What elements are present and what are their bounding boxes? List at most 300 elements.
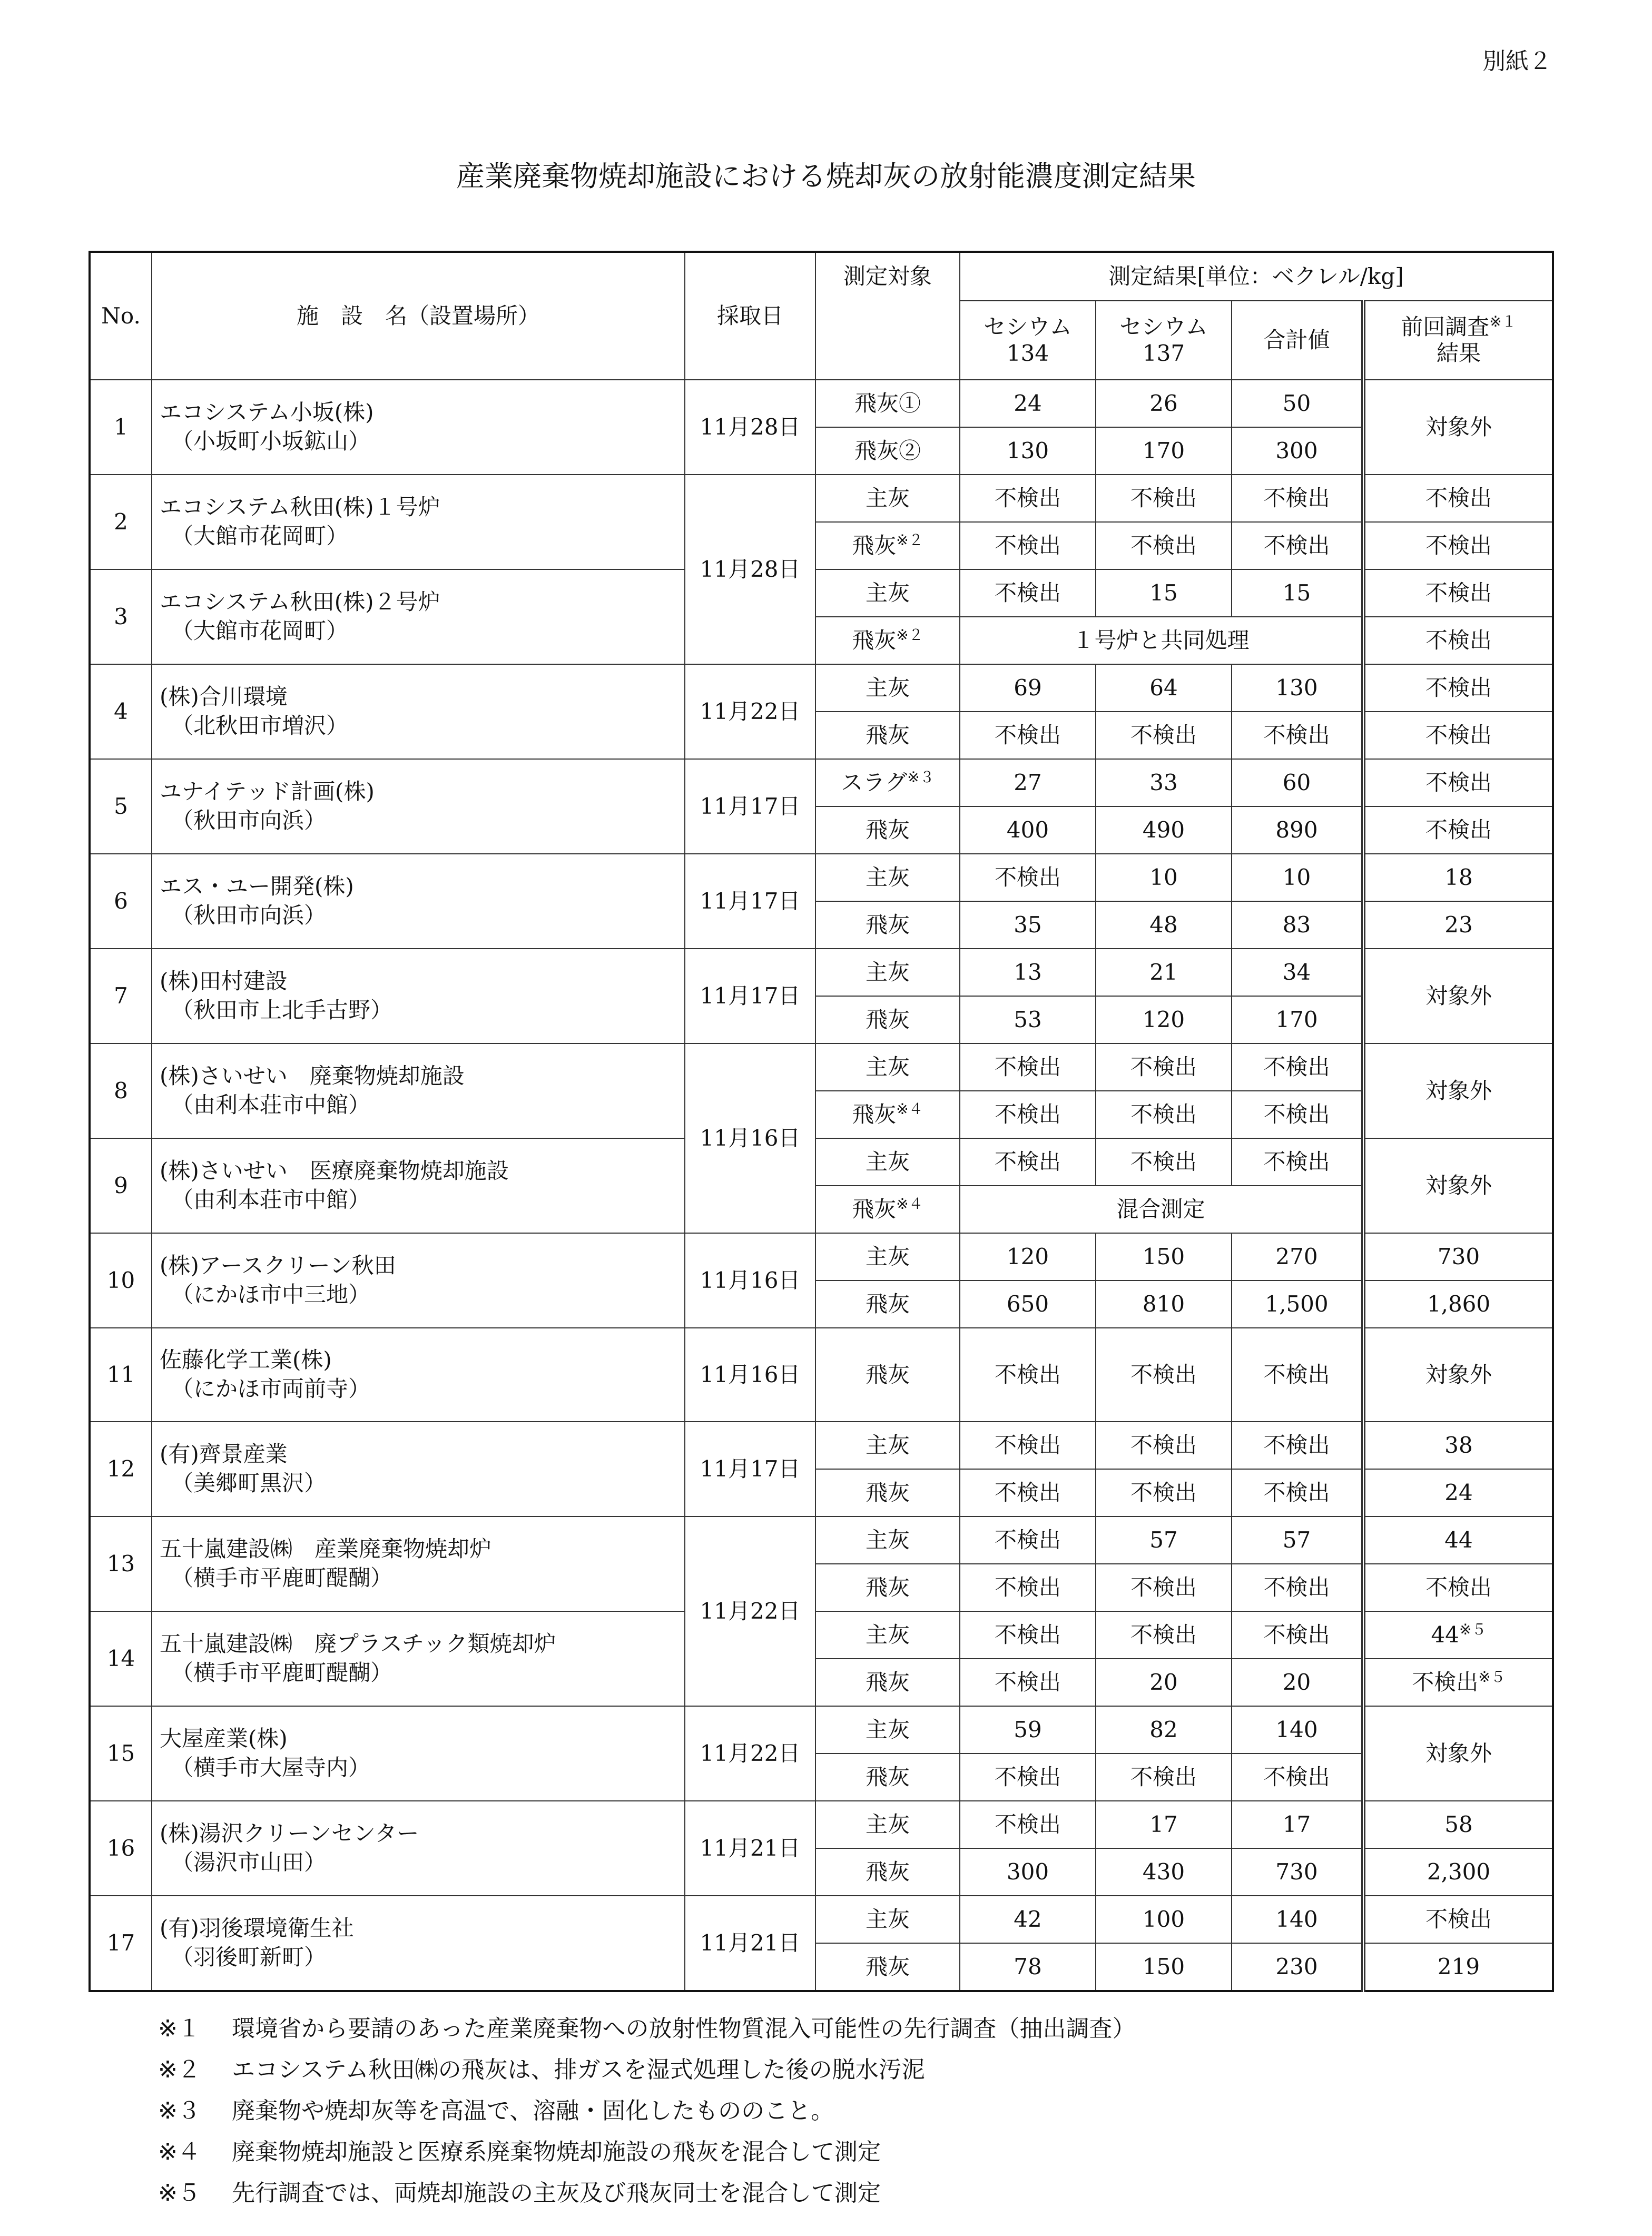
target-label: 主灰: [865, 1148, 910, 1175]
table-row: [90, 1706, 1553, 1754]
row-number: 8: [90, 1043, 152, 1138]
facility-name: エコシステム秋田(株)２号炉: [160, 589, 440, 615]
cs134-value: 不検出: [960, 854, 1096, 901]
cs137-value: 不検出: [1096, 1611, 1232, 1659]
cs134-value: 不検出: [960, 475, 1096, 522]
target-cell: [815, 1706, 960, 1754]
table-row: [90, 1138, 1553, 1186]
footnote: [158, 2174, 1136, 2215]
header-target: 測定対象: [815, 252, 960, 380]
target-label: 飛灰: [865, 1574, 910, 1600]
target-label: スラグ: [841, 769, 908, 795]
prev-result: [1363, 854, 1553, 901]
prev-result: [1363, 569, 1553, 617]
facility-cell: [152, 1801, 685, 1896]
sampling-date: 11月17日: [685, 949, 815, 1043]
cs134-value: 不検出: [960, 1516, 1096, 1564]
total-value: 20: [1232, 1659, 1363, 1706]
target-cell: [815, 712, 960, 759]
prev-value: 44: [1431, 1621, 1459, 1648]
facility-name: 五十嵐建設㈱ 産業廃棄物焼却炉: [160, 1536, 492, 1562]
cs137-value: 不検出: [1096, 1138, 1232, 1186]
target-cell: [815, 1186, 960, 1233]
prev-result: [1363, 1943, 1553, 1991]
prev-value: 不検出: [1425, 485, 1492, 511]
facility-location: （由利本荘市中館）: [171, 1092, 371, 1118]
target-label: 主灰: [865, 674, 910, 701]
sampling-date: 11月16日: [685, 1233, 815, 1328]
footnote-label: ※４: [158, 2139, 201, 2165]
total-value: 57: [1232, 1516, 1363, 1564]
table-row: [90, 1233, 1553, 1280]
target-label: 主灰: [865, 485, 910, 511]
merged-result: １号炉と共同処理: [960, 617, 1363, 664]
header-result-group: 測定結果[単位：ベクレル/kg]: [960, 252, 1553, 301]
target-label: 飛灰: [865, 1953, 910, 1979]
total-value: 15: [1232, 569, 1363, 617]
total-value: 不検出: [1232, 1422, 1363, 1469]
table-row: [90, 1896, 1553, 1943]
sampling-date: 11月16日: [685, 1328, 815, 1422]
facility-location: （秋田市向浜）: [171, 807, 327, 833]
table-row: [90, 1611, 1553, 1659]
cs137-value: 不検出: [1096, 475, 1232, 522]
prev-result: [1363, 712, 1553, 759]
cs134-value: 不検出: [960, 1091, 1096, 1138]
facility-cell: [152, 1706, 685, 1801]
header-cs137: セシウム 137: [1096, 301, 1232, 380]
prev-result: [1363, 664, 1553, 712]
target-label: 主灰: [865, 959, 910, 985]
facility-name: (有)羽後環境衛生社: [160, 1915, 354, 1942]
prev-result: [1363, 1564, 1553, 1611]
facility-name: (株)合川環境: [160, 684, 288, 710]
footnote: [158, 2133, 1136, 2174]
cs137-value: 不検出: [1096, 1754, 1232, 1801]
sampling-date: 11月21日: [685, 1801, 815, 1896]
target-label: 主灰: [865, 1053, 910, 1080]
row-number: 3: [90, 569, 152, 664]
cs134-value: 不検出: [960, 1754, 1096, 1801]
cs137-value: 不検出: [1096, 1043, 1232, 1091]
facility-location: （北秋田市増沢）: [171, 713, 349, 738]
cs137-value: 15: [1096, 569, 1232, 617]
target-label: 飛灰: [865, 1858, 910, 1885]
total-value: 1,500: [1232, 1280, 1363, 1328]
prev-value: 23: [1444, 911, 1473, 938]
cs134-value: 不検出: [960, 1801, 1096, 1848]
facility-location: （横手市大屋寺内）: [171, 1755, 371, 1780]
table-row: [90, 380, 1553, 427]
total-value: 270: [1232, 1233, 1363, 1280]
total-value: 17: [1232, 1801, 1363, 1848]
table-row: [90, 1043, 1553, 1091]
footnote: [158, 2092, 1136, 2133]
prev-result: 対象外: [1363, 949, 1553, 1043]
total-value: 不検出: [1232, 1564, 1363, 1611]
cs134-value: 不検出: [960, 1328, 1096, 1422]
target-cell: [815, 1043, 960, 1091]
row-number: 2: [90, 475, 152, 569]
target-label: 飛灰: [852, 627, 897, 653]
target-cell: [815, 569, 960, 617]
row-number: 14: [90, 1611, 152, 1706]
prev-result: [1363, 617, 1553, 664]
note-mark: ※２: [896, 626, 923, 644]
prev-result: [1363, 1848, 1553, 1896]
prev-result: [1363, 1516, 1553, 1564]
target-cell: [815, 1943, 960, 1991]
facility-cell: [152, 1043, 685, 1138]
cs134-value: 53: [960, 996, 1096, 1043]
facility-cell: [152, 1896, 685, 1991]
table-row: [90, 1516, 1553, 1564]
target-label: 主灰: [865, 1906, 910, 1932]
cs134-value: 不検出: [960, 569, 1096, 617]
cs137-value: 17: [1096, 1801, 1232, 1848]
prev-result: [1363, 522, 1553, 569]
facility-location: （秋田市向浜）: [171, 902, 327, 928]
cs134-value: 不検出: [960, 1138, 1096, 1186]
target-label: 主灰: [865, 1621, 910, 1648]
facility-location: （大館市花岡町）: [171, 618, 349, 644]
facility-location: （由利本荘市中館）: [171, 1187, 371, 1213]
total-value: 不検出: [1232, 522, 1363, 569]
prev-value: 不検出: [1425, 674, 1492, 701]
table-row: [90, 664, 1553, 712]
row-number: 15: [90, 1706, 152, 1801]
footnote-text: エコシステム秋田㈱の飛灰は、排ガスを湿式処理した後の脱水汚泥: [232, 2056, 925, 2083]
target-label: 主灰: [865, 579, 910, 606]
prev-result: 対象外: [1363, 380, 1553, 475]
cs134-value: 59: [960, 1706, 1096, 1754]
footnote-label: ※２: [158, 2056, 201, 2083]
prev-value: 24: [1444, 1479, 1473, 1505]
facility-location: （美郷町黒沢）: [171, 1470, 327, 1496]
sampling-date: 11月17日: [685, 759, 815, 854]
facility-name: ユナイテッド計画(株): [160, 779, 375, 805]
prev-value: 不検出: [1425, 769, 1492, 795]
sampling-date: 11月28日: [685, 380, 815, 475]
total-value: 不検出: [1232, 1138, 1363, 1186]
results-table: [88, 251, 1554, 1992]
target-label: 飛灰: [865, 1006, 910, 1032]
cs137-value: 10: [1096, 854, 1232, 901]
facility-location: （横手市平鹿町醍醐）: [171, 1660, 393, 1686]
facility-location: （秋田市上北手古野）: [171, 997, 393, 1023]
cs134-value: 不検出: [960, 1469, 1096, 1516]
prev-result: [1363, 475, 1553, 522]
total-value: 230: [1232, 1943, 1363, 1991]
note-mark: ※５: [1459, 1620, 1487, 1638]
prev-value: 2,300: [1427, 1858, 1491, 1885]
row-number: 12: [90, 1422, 152, 1516]
facility-cell: [152, 1516, 685, 1611]
table-row: [90, 759, 1553, 806]
facility-name: 五十嵐建設㈱ 廃プラスチック類焼却炉: [160, 1631, 556, 1657]
prev-value: 44: [1444, 1526, 1473, 1553]
total-value: 170: [1232, 996, 1363, 1043]
sampling-date: 11月22日: [685, 664, 815, 759]
row-number: 6: [90, 854, 152, 949]
target-cell: [815, 1564, 960, 1611]
prev-value: 不検出: [1425, 627, 1492, 653]
target-cell: [815, 996, 960, 1043]
target-label: 主灰: [865, 1716, 910, 1742]
header-cs134: セシウム 134: [960, 301, 1096, 380]
prev-result: [1363, 1233, 1553, 1280]
target-cell: [815, 806, 960, 854]
cs137-value: 21: [1096, 949, 1232, 996]
target-label: 飛灰: [852, 1101, 897, 1127]
note-mark: ※５: [1478, 1668, 1506, 1686]
table-row: [90, 1422, 1553, 1469]
total-value: 不検出: [1232, 1754, 1363, 1801]
note-mark: ※２: [896, 531, 923, 549]
cs134-value: 650: [960, 1280, 1096, 1328]
facility-name: (株)アースクリーン秋田: [160, 1253, 396, 1279]
prev-value: 不検出: [1412, 1669, 1479, 1695]
cs137-value: 不検出: [1096, 712, 1232, 759]
footnote-label: ※３: [158, 2097, 201, 2124]
facility-name: 大屋産業(株): [160, 1726, 288, 1752]
cs137-value: 48: [1096, 901, 1232, 949]
footnotes: [158, 2010, 1136, 2215]
target-cell: [815, 1896, 960, 1943]
prev-result: 対象外: [1363, 1043, 1553, 1138]
target-cell: [815, 1328, 960, 1422]
cs134-value: 400: [960, 806, 1096, 854]
cs134-value: 42: [960, 1896, 1096, 1943]
cs137-value: 490: [1096, 806, 1232, 854]
row-number: 1: [90, 380, 152, 475]
target-label: 飛灰: [865, 911, 910, 938]
cs137-value: 430: [1096, 1848, 1232, 1896]
footnote-text: 環境省から要請のあった産業廃棄物への放射性物質混入可能性の先行調査（抽出調査）: [232, 2015, 1136, 2042]
cs137-value: 120: [1096, 996, 1232, 1043]
target-label: 飛灰②: [854, 437, 921, 464]
target-cell: [815, 854, 960, 901]
sampling-date: 11月17日: [685, 854, 815, 949]
prev-result: [1363, 901, 1553, 949]
facility-cell: [152, 475, 685, 569]
cs134-value: 78: [960, 1943, 1096, 1991]
row-number: 9: [90, 1138, 152, 1233]
cs137-value: 不検出: [1096, 1564, 1232, 1611]
cs134-value: 不検出: [960, 1564, 1096, 1611]
row-number: 11: [90, 1328, 152, 1422]
target-cell: [815, 1422, 960, 1469]
table-row: [90, 1328, 1553, 1422]
target-label: 飛灰: [865, 1479, 910, 1505]
facility-name: エコシステム秋田(株)１号炉: [160, 494, 440, 520]
total-value: 不検出: [1232, 712, 1363, 759]
cs134-value: 35: [960, 901, 1096, 949]
cs134-value: 27: [960, 759, 1096, 806]
row-number: 17: [90, 1896, 152, 1991]
total-value: 50: [1232, 380, 1363, 427]
prev-result: [1363, 1469, 1553, 1516]
footnote-text: 先行調査では、両焼却施設の主灰及び飛灰同士を混合して測定: [232, 2180, 881, 2207]
prev-value: 1,860: [1427, 1291, 1491, 1317]
cs137-value: 82: [1096, 1706, 1232, 1754]
total-value: 730: [1232, 1848, 1363, 1896]
facility-cell: [152, 569, 685, 664]
sampling-date: 11月17日: [685, 1422, 815, 1516]
prev-value: 18: [1444, 864, 1473, 890]
footnote-label: ※１: [158, 2015, 201, 2042]
facility-location: （羽後町新町）: [171, 1944, 327, 1970]
target-cell: [815, 1659, 960, 1706]
prev-value: 不検出: [1425, 579, 1492, 606]
prev-value: 730: [1437, 1243, 1480, 1269]
cs134-value: 300: [960, 1848, 1096, 1896]
facility-location: （大館市花岡町）: [171, 523, 349, 549]
facility-cell: [152, 759, 685, 854]
prev-value: 38: [1444, 1432, 1473, 1458]
total-value: 890: [1232, 806, 1363, 854]
facility-name: (株)湯沢クリーンセンター: [160, 1820, 419, 1847]
facility-name: (株)田村建設: [160, 968, 288, 994]
cs137-value: 不検出: [1096, 1091, 1232, 1138]
header-prev: 前回調査$^{※1}$ 結果: [1363, 301, 1553, 380]
target-label: 飛灰: [865, 1669, 910, 1695]
page-title: 産業廃棄物焼却施設における焼却灰の放射能濃度測定結果: [456, 160, 1196, 193]
cs134-value: 不検出: [960, 522, 1096, 569]
cs137-value: 不検出: [1096, 1469, 1232, 1516]
facility-location: （横手市平鹿町醍醐）: [171, 1565, 393, 1591]
total-value: 不検出: [1232, 475, 1363, 522]
facility-cell: [152, 1422, 685, 1516]
total-value: 300: [1232, 427, 1363, 475]
table-row: [90, 569, 1553, 617]
target-cell: [815, 1091, 960, 1138]
facility-name: エコシステム小坂(株): [160, 399, 374, 426]
cs134-value: 13: [960, 949, 1096, 996]
cs137-value: 26: [1096, 380, 1232, 427]
total-value: 不検出: [1232, 1328, 1363, 1422]
sampling-date: 11月21日: [685, 1896, 815, 1991]
target-cell: [815, 901, 960, 949]
prev-value: 58: [1444, 1811, 1473, 1837]
target-label: 主灰: [865, 1811, 910, 1837]
sampling-date: 11月22日: [685, 1706, 815, 1801]
target-label: 主灰: [865, 1526, 910, 1553]
target-label: 飛灰: [852, 532, 897, 558]
target-cell: [815, 427, 960, 475]
cs137-value: 不検出: [1096, 1328, 1232, 1422]
facility-cell: [152, 380, 685, 475]
cs134-value: 130: [960, 427, 1096, 475]
prev-value: 不検出: [1425, 1906, 1492, 1932]
facility-cell: [152, 1611, 685, 1706]
target-label: 飛灰: [865, 1764, 910, 1790]
target-label: 飛灰①: [854, 390, 921, 416]
target-cell: [815, 1233, 960, 1280]
cs137-value: 100: [1096, 1896, 1232, 1943]
target-cell: [815, 380, 960, 427]
prev-value: 不検出: [1425, 816, 1492, 843]
target-label: 飛灰: [852, 1196, 897, 1222]
target-cell: [815, 522, 960, 569]
facility-cell: [152, 949, 685, 1043]
facility-name: (株)さいせい 廃棄物焼却施設: [160, 1063, 465, 1089]
prev-result: [1363, 806, 1553, 854]
target-label: 飛灰: [865, 1361, 910, 1387]
cs137-value: 170: [1096, 427, 1232, 475]
annex-label: 別紙２: [1482, 48, 1552, 75]
footnote-label: ※５: [158, 2180, 201, 2207]
total-value: 不検出: [1232, 1611, 1363, 1659]
facility-name: エス・ユー開発(株): [160, 873, 354, 900]
total-value: 不検出: [1232, 1043, 1363, 1091]
row-number: 7: [90, 949, 152, 1043]
row-number: 13: [90, 1516, 152, 1611]
prev-value: 不検出: [1425, 722, 1492, 748]
cs137-value: 150: [1096, 1943, 1232, 1991]
row-number: 4: [90, 664, 152, 759]
target-label: 飛灰: [865, 1291, 910, 1317]
table-row: [90, 949, 1553, 996]
sampling-date: 11月28日: [685, 475, 815, 664]
header-no: No.: [90, 252, 152, 380]
target-cell: [815, 475, 960, 522]
target-cell: [815, 1848, 960, 1896]
footnote: [158, 2051, 1136, 2092]
target-label: 主灰: [865, 1243, 910, 1269]
target-cell: [815, 1611, 960, 1659]
total-value: 60: [1232, 759, 1363, 806]
cs134-value: 不検出: [960, 1659, 1096, 1706]
prev-result: [1363, 1422, 1553, 1469]
cs134-value: 不検出: [960, 712, 1096, 759]
note-mark: ※４: [896, 1100, 923, 1118]
facility-name: 佐藤化学工業(株): [160, 1347, 332, 1373]
cs134-value: 不検出: [960, 1043, 1096, 1091]
cs137-value: 不検出: [1096, 522, 1232, 569]
total-value: 130: [1232, 664, 1363, 712]
table-row: [90, 854, 1553, 901]
row-number: 10: [90, 1233, 152, 1328]
target-label: 飛灰: [865, 722, 910, 748]
cs137-value: 64: [1096, 664, 1232, 712]
footnote-text: 廃棄物焼却施設と医療系廃棄物焼却施設の飛灰を混合して測定: [232, 2139, 881, 2165]
prev-result: 対象外: [1363, 1706, 1553, 1801]
cs134-value: 不検出: [960, 1611, 1096, 1659]
cs134-value: 不検出: [960, 1422, 1096, 1469]
target-cell: [815, 1138, 960, 1186]
sampling-date: 11月16日: [685, 1043, 815, 1233]
footnote-text: 廃棄物や焼却灰等を高温で、溶融・固化したもののこと。: [232, 2097, 834, 2124]
target-cell: [815, 1516, 960, 1564]
facility-name: (株)さいせい 医療廃棄物焼却施設: [160, 1158, 509, 1184]
header-date: 採取日: [685, 252, 815, 380]
prev-result: [1363, 1280, 1553, 1328]
facility-cell: [152, 1233, 685, 1328]
target-cell: [815, 617, 960, 664]
footnote: [158, 2010, 1136, 2051]
cs137-value: 150: [1096, 1233, 1232, 1280]
cs134-value: 69: [960, 664, 1096, 712]
table-row: [90, 1801, 1553, 1848]
note-mark: ※３: [907, 768, 935, 786]
prev-result: [1363, 759, 1553, 806]
prev-value: 不検出: [1425, 532, 1492, 558]
target-label: 飛灰: [865, 816, 910, 843]
facility-location: （にかほ市中三地）: [171, 1282, 371, 1307]
header-facility: 施 設 名（設置場所）: [152, 252, 685, 380]
facility-location: （小坂町小坂鉱山）: [171, 428, 371, 454]
